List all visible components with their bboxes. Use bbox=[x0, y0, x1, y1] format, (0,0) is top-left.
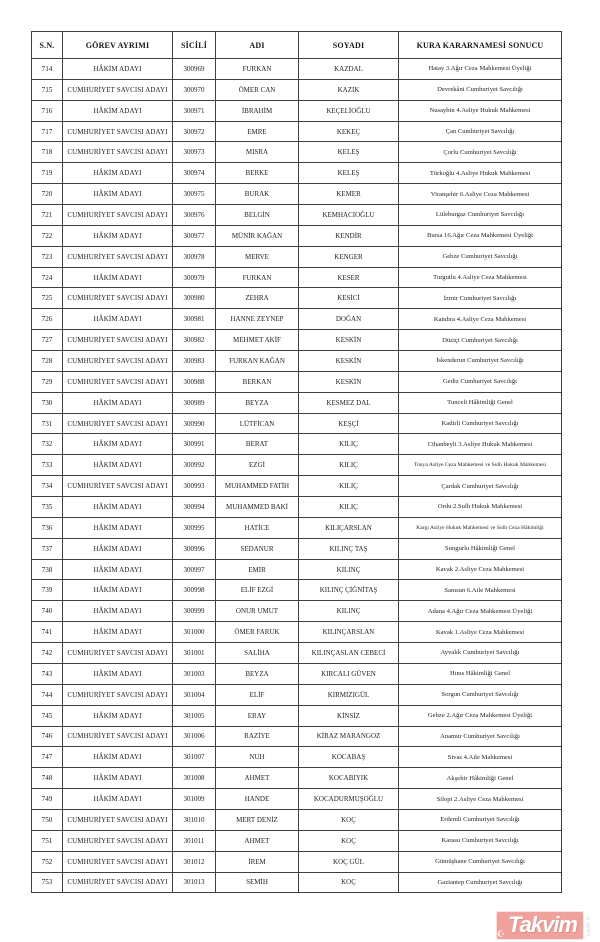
table-row bbox=[32, 789, 562, 810]
cell-registry-number: 300990 bbox=[173, 413, 216, 434]
cell-registry-number: 300998 bbox=[173, 580, 216, 601]
cell-serial-number: 720 bbox=[32, 184, 63, 205]
cell-role: HÂKİM ADAYI bbox=[63, 747, 173, 768]
cell-registry-number: 300978 bbox=[173, 246, 216, 267]
cell-last-name: KIRCALI GÜVEN bbox=[299, 663, 399, 684]
cell-first-name: RAZİYE bbox=[216, 726, 299, 747]
cell-first-name: ERAY bbox=[216, 705, 299, 726]
cell-role: CUMHURİYET SAVCISI ADAYI bbox=[63, 476, 173, 497]
cell-registry-number: 301011 bbox=[173, 830, 216, 851]
cell-first-name: EMİR bbox=[216, 559, 299, 580]
cell-serial-number: 743 bbox=[32, 663, 63, 684]
table-row bbox=[32, 371, 562, 392]
cell-last-name: KELEŞ bbox=[299, 142, 399, 163]
table-row bbox=[32, 538, 562, 559]
cell-assignment-result: Gebze Cumhuriyet Savcılığı bbox=[399, 246, 562, 267]
cell-registry-number: 301010 bbox=[173, 809, 216, 830]
cell-role: HÂKİM ADAYI bbox=[63, 184, 173, 205]
takvim-domain-text: com.tr bbox=[585, 914, 592, 937]
cell-serial-number: 736 bbox=[32, 517, 63, 538]
cell-serial-number: 719 bbox=[32, 163, 63, 184]
cell-serial-number: 749 bbox=[32, 789, 63, 810]
cell-role: CUMHURİYET SAVCISI ADAYI bbox=[63, 246, 173, 267]
cell-serial-number: 739 bbox=[32, 580, 63, 601]
cell-role: HÂKİM ADAYI bbox=[63, 434, 173, 455]
cell-registry-number: 300969 bbox=[173, 59, 216, 80]
cell-serial-number: 730 bbox=[32, 392, 63, 413]
cell-role: CUMHURİYET SAVCISI ADAYI bbox=[63, 79, 173, 100]
cell-last-name: DOĞAN bbox=[299, 309, 399, 330]
table-row bbox=[32, 225, 562, 246]
cell-last-name: KOCABAŞ bbox=[299, 747, 399, 768]
cell-first-name: BELGİN bbox=[216, 205, 299, 226]
cell-last-name: KIRMIZIGÜL bbox=[299, 684, 399, 705]
table-row bbox=[32, 768, 562, 789]
cell-assignment-result: Hınıs Hâkimliği Genel bbox=[399, 663, 562, 684]
table-row bbox=[32, 455, 562, 476]
header-row bbox=[32, 32, 562, 59]
cell-serial-number: 733 bbox=[32, 455, 63, 476]
cell-serial-number: 714 bbox=[32, 59, 63, 80]
cell-role: HÂKİM ADAYI bbox=[63, 392, 173, 413]
cell-role: CUMHURİYET SAVCISI ADAYI bbox=[63, 684, 173, 705]
cell-role: HÂKİM ADAYI bbox=[63, 59, 173, 80]
cell-registry-number: 301008 bbox=[173, 768, 216, 789]
table-row bbox=[32, 476, 562, 497]
cell-last-name: KAZDAL bbox=[299, 59, 399, 80]
cell-last-name: KILINÇARSLAN bbox=[299, 622, 399, 643]
cell-serial-number: 724 bbox=[32, 267, 63, 288]
cell-serial-number: 718 bbox=[32, 142, 63, 163]
table-row bbox=[32, 684, 562, 705]
cell-first-name: SALİHA bbox=[216, 643, 299, 664]
cell-registry-number: 300972 bbox=[173, 121, 216, 142]
takvim-logo-text: Takvim bbox=[507, 911, 577, 937]
cell-first-name: SEDANUR bbox=[216, 538, 299, 559]
col-header-first-name: ADI bbox=[216, 32, 299, 59]
cell-first-name: MISRA bbox=[216, 142, 299, 163]
cell-first-name: MUHAMMED FATİH bbox=[216, 476, 299, 497]
cell-first-name: SEMİH bbox=[216, 872, 299, 893]
cell-first-name: ZEHRA bbox=[216, 288, 299, 309]
table-row bbox=[32, 726, 562, 747]
cell-registry-number: 300996 bbox=[173, 538, 216, 559]
cell-last-name: KILIÇ bbox=[299, 434, 399, 455]
cell-last-name: KILIÇ bbox=[299, 497, 399, 518]
table-row bbox=[32, 121, 562, 142]
cell-assignment-result: Turgutlu 4.Asliye Ceza Mahkemesi bbox=[399, 267, 562, 288]
cell-registry-number: 300980 bbox=[173, 288, 216, 309]
cell-role: CUMHURİYET SAVCISI ADAYI bbox=[63, 205, 173, 226]
cell-first-name: ONUR UMUT bbox=[216, 601, 299, 622]
cell-first-name: EMRE bbox=[216, 121, 299, 142]
cell-assignment-result: Düziçi Cumhuriyet Savcılığı bbox=[399, 330, 562, 351]
cell-assignment-result: Kargı Asliye Hukuk Mahkemesi ve Sulh Ceza Hâkimliği bbox=[399, 517, 562, 538]
cell-registry-number: 300988 bbox=[173, 371, 216, 392]
cell-serial-number: 744 bbox=[32, 684, 63, 705]
cell-assignment-result: Sivas 4.Aile Mahkemesi bbox=[399, 747, 562, 768]
table-row bbox=[32, 413, 562, 434]
cell-role: HÂKİM ADAYI bbox=[63, 163, 173, 184]
cell-assignment-result: Lüleburgaz Cumhuriyet Savcılığı bbox=[399, 205, 562, 226]
cell-first-name: İBRAHİM bbox=[216, 100, 299, 121]
cell-assignment-result: Bursa 16.Ağır Ceza Mahkemesi Üyeliği bbox=[399, 225, 562, 246]
cell-serial-number: 715 bbox=[32, 79, 63, 100]
table-row bbox=[32, 142, 562, 163]
table-row bbox=[32, 663, 562, 684]
crescent-star-icon: ☪ bbox=[496, 929, 506, 939]
takvim-watermark bbox=[496, 911, 592, 940]
cell-assignment-result: Anamur Cumhuriyet Savcılığı bbox=[399, 726, 562, 747]
cell-assignment-result: Kavak 2.Asliye Ceza Mahkemesi bbox=[399, 559, 562, 580]
cell-role: HÂKİM ADAYI bbox=[63, 497, 173, 518]
cell-last-name: KILINÇ ÇİĞNİTAŞ bbox=[299, 580, 399, 601]
cell-role: CUMHURİYET SAVCISI ADAYI bbox=[63, 330, 173, 351]
cell-last-name: KEŞÇİ bbox=[299, 413, 399, 434]
cell-first-name: FURKAN bbox=[216, 59, 299, 80]
cell-assignment-result: Türkoğlu 4.Asliye Hukuk Mahkemesi bbox=[399, 163, 562, 184]
cell-serial-number: 732 bbox=[32, 434, 63, 455]
table-row bbox=[32, 622, 562, 643]
cell-registry-number: 300991 bbox=[173, 434, 216, 455]
cell-role: HÂKİM ADAYI bbox=[63, 517, 173, 538]
table-row bbox=[32, 497, 562, 518]
cell-serial-number: 722 bbox=[32, 225, 63, 246]
cell-assignment-result: Erdemli Cumhuriyet Savcılığı bbox=[399, 809, 562, 830]
table-row bbox=[32, 267, 562, 288]
cell-last-name: KILINÇASLAN CEBECİ bbox=[299, 643, 399, 664]
cell-registry-number: 300975 bbox=[173, 184, 216, 205]
cell-assignment-result: Çorlu Cumhuriyet Savcılığı bbox=[399, 142, 562, 163]
cell-first-name: HATİCE bbox=[216, 517, 299, 538]
cell-first-name: BURAK bbox=[216, 184, 299, 205]
table-row bbox=[32, 205, 562, 226]
cell-assignment-result: Karasu Cumhuriyet Savcılığı bbox=[399, 830, 562, 851]
cell-last-name: KEKEÇ bbox=[299, 121, 399, 142]
cell-first-name: LÜTFİCAN bbox=[216, 413, 299, 434]
cell-assignment-result: Kandıra 4.Asliye Ceza Mahkemesi bbox=[399, 309, 562, 330]
cell-registry-number: 300983 bbox=[173, 351, 216, 372]
cell-assignment-result: Gaziantep Cumhuriyet Savcılığı bbox=[399, 872, 562, 893]
cell-role: CUMHURİYET SAVCISI ADAYI bbox=[63, 351, 173, 372]
cell-registry-number: 300974 bbox=[173, 163, 216, 184]
cell-registry-number: 301009 bbox=[173, 789, 216, 810]
cell-registry-number: 300970 bbox=[173, 79, 216, 100]
table-row bbox=[32, 830, 562, 851]
cell-first-name: ELİF bbox=[216, 684, 299, 705]
cell-role: CUMHURİYET SAVCISI ADAYI bbox=[63, 288, 173, 309]
cell-first-name: ÖMER FARUK bbox=[216, 622, 299, 643]
cell-assignment-result: Adana 4.Ağır Ceza Mahkemesi Üyeliği bbox=[399, 601, 562, 622]
cell-registry-number: 300997 bbox=[173, 559, 216, 580]
cell-role: CUMHURİYET SAVCISI ADAYI bbox=[63, 726, 173, 747]
cell-role: CUMHURİYET SAVCISI ADAYI bbox=[63, 809, 173, 830]
cell-registry-number: 300982 bbox=[173, 330, 216, 351]
cell-registry-number: 300993 bbox=[173, 476, 216, 497]
assignment-table bbox=[31, 31, 562, 893]
cell-first-name: BEYZA bbox=[216, 663, 299, 684]
cell-last-name: KEMER bbox=[299, 184, 399, 205]
cell-assignment-result: Kadirli Cumhuriyet Savcılığı bbox=[399, 413, 562, 434]
table-row bbox=[32, 559, 562, 580]
table-row bbox=[32, 163, 562, 184]
cell-registry-number: 300981 bbox=[173, 309, 216, 330]
cell-serial-number: 731 bbox=[32, 413, 63, 434]
cell-assignment-result: Çan Cumhuriyet Savcılığı bbox=[399, 121, 562, 142]
cell-first-name: NUH bbox=[216, 747, 299, 768]
cell-registry-number: 301003 bbox=[173, 663, 216, 684]
cell-serial-number: 752 bbox=[32, 851, 63, 872]
cell-role: CUMHURİYET SAVCISI ADAYI bbox=[63, 872, 173, 893]
cell-first-name: ELİF EZGİ bbox=[216, 580, 299, 601]
cell-serial-number: 750 bbox=[32, 809, 63, 830]
cell-registry-number: 301012 bbox=[173, 851, 216, 872]
cell-assignment-result: Hatay 3.Ağır Ceza Mahkemesi Üyeliği bbox=[399, 59, 562, 80]
table-row bbox=[32, 643, 562, 664]
takvim-logo bbox=[496, 911, 584, 940]
cell-registry-number: 300994 bbox=[173, 497, 216, 518]
cell-first-name: MUHAMMED BAKİ bbox=[216, 497, 299, 518]
cell-assignment-result: Sorgun Cumhuriyet Savcılığı bbox=[399, 684, 562, 705]
table-row bbox=[32, 59, 562, 80]
cell-registry-number: 301006 bbox=[173, 726, 216, 747]
cell-assignment-result: İzmir Cumhuriyet Savcılığı bbox=[399, 288, 562, 309]
table-row bbox=[32, 872, 562, 893]
cell-assignment-result: Ordu 2.Sulh Hukuk Mahkemesi bbox=[399, 497, 562, 518]
cell-first-name: ÖMER CAN bbox=[216, 79, 299, 100]
table-row bbox=[32, 580, 562, 601]
cell-role: HÂKİM ADAYI bbox=[63, 601, 173, 622]
cell-last-name: KİNSİZ bbox=[299, 705, 399, 726]
cell-last-name: KENGER bbox=[299, 246, 399, 267]
cell-assignment-result: Viranşehir 6.Asliye Ceza Mahkemesi bbox=[399, 184, 562, 205]
cell-role: CUMHURİYET SAVCISI ADAYI bbox=[63, 830, 173, 851]
cell-registry-number: 301007 bbox=[173, 747, 216, 768]
cell-first-name: BERKE bbox=[216, 163, 299, 184]
table-row bbox=[32, 309, 562, 330]
table-row bbox=[32, 747, 562, 768]
cell-last-name: KOÇ bbox=[299, 809, 399, 830]
cell-last-name: KESKİN bbox=[299, 351, 399, 372]
cell-assignment-result: Tunceli Hâkimliği Genel bbox=[399, 392, 562, 413]
cell-registry-number: 300995 bbox=[173, 517, 216, 538]
cell-registry-number: 300989 bbox=[173, 392, 216, 413]
cell-last-name: KILIÇ bbox=[299, 455, 399, 476]
cell-first-name: BERAT bbox=[216, 434, 299, 455]
cell-registry-number: 300999 bbox=[173, 601, 216, 622]
cell-first-name: İREM bbox=[216, 851, 299, 872]
cell-last-name: KESKİN bbox=[299, 371, 399, 392]
cell-assignment-result: Devrekâni Cumhuriyet Savcılığı bbox=[399, 79, 562, 100]
cell-role: CUMHURİYET SAVCISI ADAYI bbox=[63, 371, 173, 392]
cell-last-name: KOÇ GÜL bbox=[299, 851, 399, 872]
col-header-serial-number: S.N. bbox=[32, 32, 63, 59]
cell-registry-number: 301004 bbox=[173, 684, 216, 705]
cell-last-name: KESKİN bbox=[299, 330, 399, 351]
table-row bbox=[32, 288, 562, 309]
cell-last-name: KILIÇARSLAN bbox=[299, 517, 399, 538]
cell-registry-number: 300979 bbox=[173, 267, 216, 288]
cell-first-name: BEYZA bbox=[216, 392, 299, 413]
cell-first-name: FURKAN KAĞAN bbox=[216, 351, 299, 372]
cell-role: HÂKİM ADAYI bbox=[63, 225, 173, 246]
cell-role: CUMHURİYET SAVCISI ADAYI bbox=[63, 142, 173, 163]
cell-serial-number: 748 bbox=[32, 768, 63, 789]
cell-role: HÂKİM ADAYI bbox=[63, 267, 173, 288]
cell-last-name: KOCABIYIK bbox=[299, 768, 399, 789]
cell-last-name: KOÇ bbox=[299, 830, 399, 851]
col-header-assignment-result: KURA KARARNAMESİ SONUCU bbox=[399, 32, 562, 59]
cell-serial-number: 727 bbox=[32, 330, 63, 351]
cell-first-name: MERT DENİZ bbox=[216, 809, 299, 830]
cell-last-name: KESER bbox=[299, 267, 399, 288]
cell-serial-number: 753 bbox=[32, 872, 63, 893]
table-row bbox=[32, 851, 562, 872]
cell-serial-number: 728 bbox=[32, 351, 63, 372]
cell-registry-number: 301001 bbox=[173, 643, 216, 664]
cell-last-name: KEÇELİOĞLU bbox=[299, 100, 399, 121]
cell-last-name: KİRAZ MARANGOZ bbox=[299, 726, 399, 747]
cell-last-name: KESİCİ bbox=[299, 288, 399, 309]
cell-registry-number: 300992 bbox=[173, 455, 216, 476]
cell-serial-number: 751 bbox=[32, 830, 63, 851]
cell-last-name: KOCADURMUŞOĞLU bbox=[299, 789, 399, 810]
cell-role: HÂKİM ADAYI bbox=[63, 705, 173, 726]
cell-last-name: KAZIK bbox=[299, 79, 399, 100]
cell-serial-number: 734 bbox=[32, 476, 63, 497]
cell-first-name: BERKAN bbox=[216, 371, 299, 392]
cell-serial-number: 717 bbox=[32, 121, 63, 142]
cell-serial-number: 742 bbox=[32, 643, 63, 664]
cell-serial-number: 729 bbox=[32, 371, 63, 392]
cell-role: HÂKİM ADAYI bbox=[63, 559, 173, 580]
cell-role: CUMHURİYET SAVCISI ADAYI bbox=[63, 643, 173, 664]
cell-first-name: HANNE ZEYNEP bbox=[216, 309, 299, 330]
cell-last-name: KILIÇ bbox=[299, 476, 399, 497]
cell-assignment-result: Gebze 2.Ağır Ceza Mahkemesi Üyeliği bbox=[399, 705, 562, 726]
cell-role: HÂKİM ADAYI bbox=[63, 622, 173, 643]
cell-last-name: KELEŞ bbox=[299, 163, 399, 184]
cell-role: HÂKİM ADAYI bbox=[63, 100, 173, 121]
cell-first-name: AHMET bbox=[216, 768, 299, 789]
cell-serial-number: 716 bbox=[32, 100, 63, 121]
cell-assignment-result: Sungurlu Hâkimliği Genel bbox=[399, 538, 562, 559]
table-row bbox=[32, 517, 562, 538]
cell-role: HÂKİM ADAYI bbox=[63, 663, 173, 684]
cell-last-name: KILINÇ bbox=[299, 559, 399, 580]
cell-serial-number: 725 bbox=[32, 288, 63, 309]
table-row bbox=[32, 351, 562, 372]
cell-registry-number: 300977 bbox=[173, 225, 216, 246]
cell-last-name: KILINÇ bbox=[299, 601, 399, 622]
table-row bbox=[32, 809, 562, 830]
cell-assignment-result: İskenderun Cumhuriyet Savcılığı bbox=[399, 351, 562, 372]
cell-serial-number: 745 bbox=[32, 705, 63, 726]
cell-last-name: KILINÇ TAŞ bbox=[299, 538, 399, 559]
cell-first-name: MERVE bbox=[216, 246, 299, 267]
table-row bbox=[32, 184, 562, 205]
cell-assignment-result: Samsun 6.Aile Mahkemesi bbox=[399, 580, 562, 601]
table-row bbox=[32, 330, 562, 351]
table-row bbox=[32, 392, 562, 413]
table-row bbox=[32, 705, 562, 726]
table-row bbox=[32, 434, 562, 455]
cell-role: HÂKİM ADAYI bbox=[63, 309, 173, 330]
cell-role: HÂKİM ADAYI bbox=[63, 455, 173, 476]
cell-assignment-result: Ayvalık Cumhuriyet Savcılığı bbox=[399, 643, 562, 664]
cell-assignment-result: Silopi 2.Asliye Ceza Mahkemesi bbox=[399, 789, 562, 810]
cell-registry-number: 301000 bbox=[173, 622, 216, 643]
cell-first-name: MÜNİR KAĞAN bbox=[216, 225, 299, 246]
cell-assignment-result: Gümüşhane Cumhuriyet Savcılığı bbox=[399, 851, 562, 872]
cell-assignment-result: Akşehir Hâkimliği Genel bbox=[399, 768, 562, 789]
cell-role: CUMHURİYET SAVCISI ADAYI bbox=[63, 851, 173, 872]
cell-serial-number: 746 bbox=[32, 726, 63, 747]
cell-registry-number: 300973 bbox=[173, 142, 216, 163]
table-row bbox=[32, 100, 562, 121]
cell-role: HÂKİM ADAYI bbox=[63, 580, 173, 601]
cell-first-name: AHMET bbox=[216, 830, 299, 851]
col-header-registry-number: SİCİLİ bbox=[173, 32, 216, 59]
cell-first-name: EZGİ bbox=[216, 455, 299, 476]
cell-serial-number: 737 bbox=[32, 538, 63, 559]
cell-last-name: KOÇ bbox=[299, 872, 399, 893]
cell-serial-number: 723 bbox=[32, 246, 63, 267]
table-row bbox=[32, 79, 562, 100]
col-header-last-name: SOYADI bbox=[299, 32, 399, 59]
cell-serial-number: 741 bbox=[32, 622, 63, 643]
cell-first-name: HANDE bbox=[216, 789, 299, 810]
cell-serial-number: 738 bbox=[32, 559, 63, 580]
cell-first-name: FURKAN bbox=[216, 267, 299, 288]
cell-role: HÂKİM ADAYI bbox=[63, 538, 173, 559]
table-row bbox=[32, 246, 562, 267]
cell-registry-number: 300971 bbox=[173, 100, 216, 121]
cell-assignment-result: Cihanbeyli 3.Asliye Hukuk Mahkemesi bbox=[399, 434, 562, 455]
cell-registry-number: 300976 bbox=[173, 205, 216, 226]
cell-role: CUMHURİYET SAVCISI ADAYI bbox=[63, 413, 173, 434]
cell-last-name: KESMEZ DAL bbox=[299, 392, 399, 413]
cell-serial-number: 726 bbox=[32, 309, 63, 330]
table-row bbox=[32, 601, 562, 622]
cell-last-name: KEMHACIOĞLU bbox=[299, 205, 399, 226]
cell-assignment-result: Kavak 1.Asliye Ceza Mahkemesi bbox=[399, 622, 562, 643]
col-header-role: GÖREV AYRIMI bbox=[63, 32, 173, 59]
cell-registry-number: 301005 bbox=[173, 705, 216, 726]
cell-assignment-result: Gediz Cumhuriyet Savcılığı bbox=[399, 371, 562, 392]
cell-assignment-result: Nusaybin 4.Asliye Hukuk Mahkemesi bbox=[399, 100, 562, 121]
cell-serial-number: 747 bbox=[32, 747, 63, 768]
cell-first-name: MEHMET AKİF bbox=[216, 330, 299, 351]
cell-serial-number: 735 bbox=[32, 497, 63, 518]
cell-role: CUMHURİYET SAVCISI ADAYI bbox=[63, 121, 173, 142]
cell-role: HÂKİM ADAYI bbox=[63, 768, 173, 789]
table-body bbox=[32, 59, 562, 893]
cell-registry-number: 301013 bbox=[173, 872, 216, 893]
cell-last-name: KENDİR bbox=[299, 225, 399, 246]
cell-serial-number: 721 bbox=[32, 205, 63, 226]
cell-assignment-result: Tonya Asliye Ceza Mahkemesi ve Sulh Hukuk Mahkemesi bbox=[399, 455, 562, 476]
cell-role: HÂKİM ADAYI bbox=[63, 789, 173, 810]
cell-serial-number: 740 bbox=[32, 601, 63, 622]
cell-assignment-result: Çardak Cumhuriyet Savcılığı bbox=[399, 476, 562, 497]
